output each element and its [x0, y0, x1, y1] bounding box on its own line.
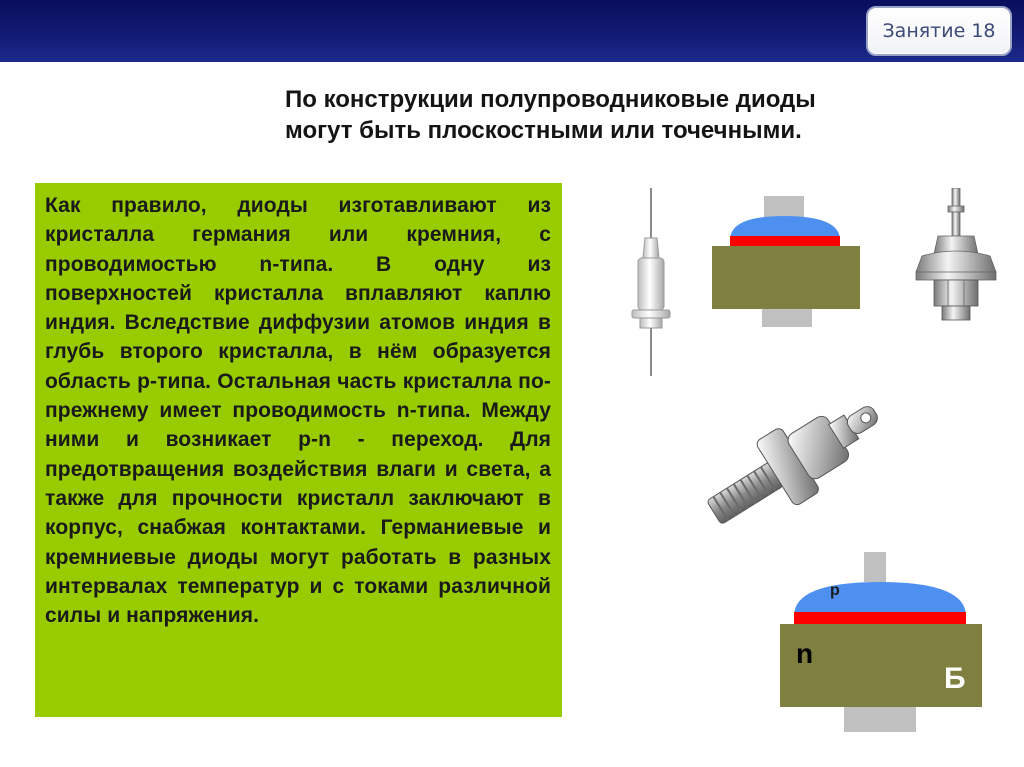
- metal-diode-image: [908, 188, 1004, 322]
- planar-diode-diagram-a: [712, 196, 860, 330]
- planar-diode-diagram-b: [780, 552, 982, 732]
- description-text: Как правило, диоды изготавливают из кристалла германия или кремния, с проводимостью n-типа. В одну из поверхностей кристалла вплавляют каплю индия. Вследствие диффузии атомов индия в глубь второго кристалла, в нём образуется область p-типа. Остальная часть кристалла по-прежнему имеет проводимость n-типа. Между ними и возникает p-n - переход. Для предотвращения воздействия влаги и света, а также для прочности кристалл заключают в корпус, снабжая контактами. Германиевые и кремниевые диоды могут работать в разных интервалах температур и с токами различной силы и напряжения.: [45, 194, 551, 628]
- title-line-1: По конструкции полупроводниковые диоды: [285, 86, 816, 113]
- page-title: [285, 84, 965, 146]
- title-line-2: могут быть плоскостными или точечными.: [285, 117, 802, 144]
- n-region-label: n: [796, 638, 814, 669]
- p-region-label: р: [830, 582, 840, 599]
- lesson-badge: Занятие 18: [866, 6, 1012, 56]
- point-diode-image: [620, 188, 682, 376]
- power-diode-image: [692, 384, 892, 544]
- header-bar: [0, 0, 1024, 62]
- description-box: [35, 183, 562, 717]
- variant-label: Б: [944, 662, 966, 695]
